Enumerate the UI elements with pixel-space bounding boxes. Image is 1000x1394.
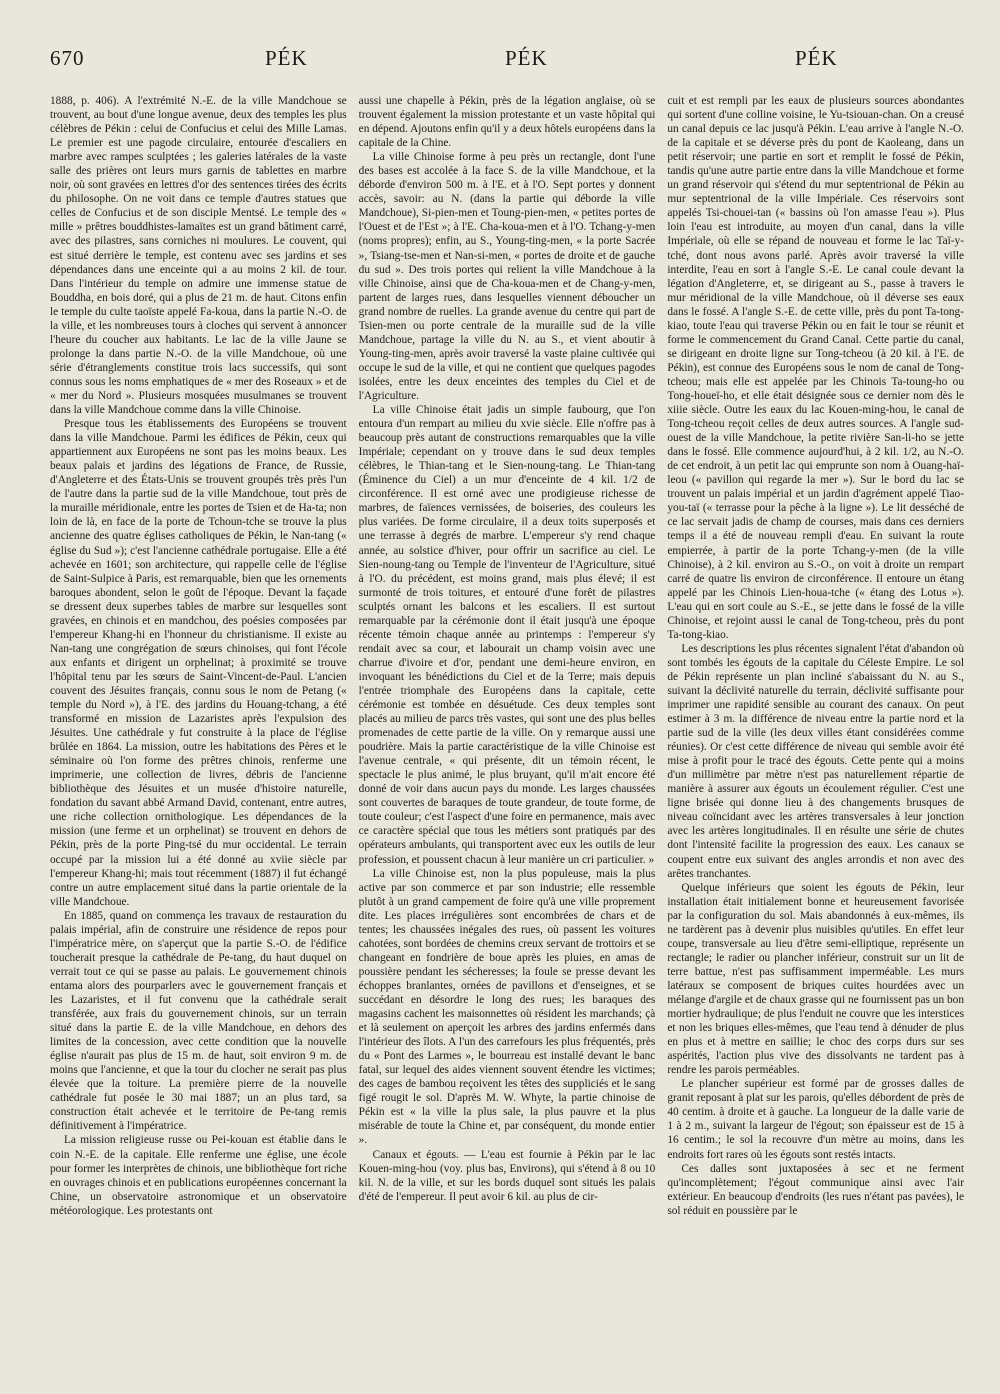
- paragraph: Le plancher supérieur est formé par de grosses dalles de granit reposant à plat sur les parois, qu'elles débordent de près de 40 centim. à droite et à gauche. La longueur de la dalle varie de 1 à 2 m., suivant la largeur de l'égout; son épaisseur est de 15 à 16 centim.; le sol la recouvre d'un mètre au moins, dans les endroits fort rares où les égouts sont restés intacts.: [667, 1078, 965, 1161]
- paragraph: La ville Chinoise était jadis un simple faubourg, que l'on entoura d'un rempart au milieu du xvie siècle. Elle n'offre pas à beaucoup près autant de constructions remarquables que la ville Impériale; cependant on y trouve dans le sud deux temples célèbres, le Thian-tang et le Sien-noung-tang. Le Thian-tang (Éminence du Ciel) a un mur d'enceinte de 4 kil. 1/2 de circonférence. Il est orné avec une prodigieuse richesse de marbres, de faïences vernissées, de boiseries, des couleurs les plus variées. De forme circulaire, il a deux toits superposés et une terrasse à degrés de marbre. L'empereur s'y rend chaque année, au solstice d'hiver, pour offrir un sacrifice au ciel. Le Sien-noung-tang ou Temple de l'inventeur de l'Agriculture, situé à l'O. du précédent, est moins grand, mais plus élevé; il est surmonté de trois toitures, et entouré d'une forêt de pilastres sculptés ornant les balcons et les escaliers. Il est surtout remarquable par la cérémonie dont il était jusqu'à une époque récente témoin chaque année au printemps : l'empereur s'y rendait avec sa cour, et labourait un champ voisin avec une charrue d'ivoire et d'or, pendant une demi-heure environ, en invoquant les bénédictions du Ciel et de la Terre; mais depuis l'entrée triomphale des Européens dans la capitale, cette cérémonie est tombée en désuétude. Ces deux temples sont placés au milieu de parcs très vastes, qui sont une des plus belles promenades de cette partie de la ville. On y remarque aussi une poudrière. Mais la partie caractéristique de la ville Chinoise est l'avenue centrale, « qui présente, dit un témoin récent, le spectacle le plus animé, le plus bruyant, qu'il m'ait encore été donné de voir dans aucun pays du monde. Les larges chaussées sont couvertes de baraques de toute grandeur, de toute forme, de toute couleur; c'est l'aspect d'une foire en permanence, mais avec ce caractère spécial que tous les métiers sont pratiqués par des opérateurs ambulants, qui transportent avec eux les outils de leur profession, et poussent chacun à leur manière un cri particulier. »: [358, 404, 656, 866]
- column-1: [50, 94, 347, 1394]
- paragraph: Presque tous les établissements des Européens se trouvent dans la ville Mandchoue. Parmi les édifices de Pékin, ceux qui appartiennent aux Européens ne sont pas les moins beaux. Les beaux palais et jardins des légations de France, de Russie, d'Angleterre et des États-Unis se trouvent groupés très près l'un de l'autre dans la partie sud de la ville Mandchoue, tout près de la muraille méridionale, entre les portes de Tsien et de Ha-ta; non loin de là, en face de la porte de Tchoun-tche se trouve la plus ancienne des quatre églises catholiques de Pékin, le Nan-tang (« église du Sud »); c'est l'ancienne cathédrale portugaise. Elle a été achevée en 1601; son architecture, qui rappelle celle de l'église de Saint-Sulpice à Paris, est remarquable, bien que les ornements baroques abondent, selon le goût de l'époque. Devant la façade se dressent deux superbes tables de marbre sur lesquelles sont gravées, en chinois et en mandchou, des poésies composées par l'empereur Khang-hi en l'honneur du christianisme. Il existe au Nan-tang une congrégation de sœurs chinoises, qui font l'école aux enfants et dirigent un orphelinat; à proximité se trouve l'hôpital tenu par les sœurs de Saint-Vincent-de-Paul. L'ancien couvent des Jésuites français, connu sous le nom de Petang (« temple du Nord »), à l'E. des jardins du Houang-tchang, a été transformé en mission de Lazaristes après l'expulsion des Jésuites. Une cathédrale y fut construite à la place de l'église brûlée en 1864. La mission, outre les habitations des Pères et le séminaire où l'on forme des prêtres chinois, renferme une imprimerie, une collection de livres, débris de l'ancienne bibliothèque des Jésuites et un musée d'histoire naturelle, fondation du savant abbé Armand David, contenant, entre autres, une riche collection ornithologique. Les dépendances de la mission (une ferme et un orphelinat) se trouvent en dehors de Pékin, près de la porte Ping-tsé du mur occidental. Le terrain occupé par la mission lui a été donné au xviie siècle par l'empereur Khang-hi; mais tout récemment (1887) il fut échangé contre un autre emplacement situé dans la partie orientale de la ville Mandchoue.: [50, 418, 347, 908]
- paragraph: La mission religieuse russe ou Pei-kouan est établie dans le coin N.-E. de la capitale. Elle renferme une église, une école pour former les interprètes de chinois, une bibliothèque fort riche en ouvrages chinois et en publications européennes concernant la Chine, un observatoire astronomique et un observatoire météorologique. Les protestants ont: [50, 1134, 347, 1217]
- paragraph: En 1885, quand on commença les travaux de restauration du palais impérial, afin de construire une résidence de repos pour l'impératrice mère, on s'aperçut que la partie S.-O. de l'édifice toucherait presque la cathédrale de Pe-tang, du haut duquel on verrait tout ce qui se passe au palais. Le gouvernement chinois entama alors des pourparlers avec le gouvernement français et les Lazaristes, et il fut convenu que la cathédrale serait transférée, aux frais du gouvernement chinois, sur un terrain situé dans la partie E. de la ville Mandchoue, en dehors des limites de la concession, avec cette condition que la nouvelle église n'aurait pas plus de 15 m. de haut, soit environ 9 m. de moins que l'ancienne, et que la tour du clocher ne serait pas plus élevée que la toiture. La première pierre de la nouvelle cathédrale fut posée le 30 mai 1887; un an plus tard, sa construction était achevée et le territoire de Pe-tang remis définitivement à l'impératrice.: [50, 909, 347, 1133]
- paragraph: Quelque inférieurs que soient les égouts de Pékin, leur installation était initialement bonne et heureusement favorisée par la configuration du sol. Mais abandonnés à eux-mêmes, ils ne tardèrent pas à devenir plus nuisibles qu'utiles. En effet leur coupe, transversale au lieu d'être semi-elliptique, représente un rectangle; le radier ou plancher inférieur, construit sur un lit de terre battue, n'est pas suffisamment imperméable. Les murs latéraux se composent de briques cuites hourdées avec un mélange d'argile et de chaux grasse qui ne fournissent pas un bon mortier hydraulique; de plus l'enduit ne couvre que les interstices et non les briques elles-mêmes, que l'eau tend à dénuder de plus en plus et à mettre en saillie; le choc des corps durs sur ses aspérités, l'action plus vive des dissolvants ne tardent pas à rendre les parois perméables.: [667, 881, 965, 1077]
- paragraph: Ces dalles sont juxtaposées à sec et ne ferment qu'incomplètement; l'égout communique ainsi avec l'air extérieur. En beaucoup d'endroits (les rues n'étant pas pavées), le sol réduit en poussière par le: [667, 1162, 965, 1217]
- paragraph: Les descriptions les plus récentes signalent l'état d'abandon où sont tombés les égouts de la capitale du Céleste Empire. Le sol de Pékin représente un plan incliné s'abaissant du N. au S., suivant la déclivité naturelle du terrain, déclivité suffisante pour imprimer une rapidité sensible au courant des canaux. On peut estimer à 3 m. la différence de niveau entre la partie nord et la partie sud de la ville (les deux villes étant considérées comme réunies). Or c'est cette différence de niveau qui semble avoir été mise à profit pour le tracé des égouts. Cette pente qui a moins d'un millimètre par mètre n'est pas naturellement répartie de manière à assurer aux égouts un écoulement régulier. C'est une ligne brisée qui donne lieu à des changements brusques de niveau coïncidant avec les artères transversales à leur jonction avec les artères longitudinales. Il en résulte une série de chutes dont l'intensité facilite la progression des eaux. Les canaux se coupent entre eux suivant des angles arrondis et non avec des arêtes tranchantes.: [667, 642, 965, 880]
- running-header: [50, 40, 964, 80]
- header-word-center: PÉK: [505, 46, 548, 70]
- header-word-left: PÉK: [265, 46, 308, 70]
- column-3: [667, 94, 964, 1394]
- paragraph: aussi une chapelle à Pékin, près de la légation anglaise, où se trouvent également la mission protestante et un vaste hôpital qui en dépend. Ajoutons enfin qu'il y a deux hôtels européens dans la capitale de la Chine.: [358, 95, 656, 150]
- header-word-right: PÉK: [795, 46, 838, 70]
- paragraph: cuit et est rempli par les eaux de plusieurs sources abondantes qui sortent d'une colline voisine, le Yu-tsiouan-chan. On a creusé un canal depuis ce lac jusqu'à Pékin. L'eau arrive à l'angle N.-O. de la capitale et se déverse près du pont de Kaoleang, dans un petit réservoir; une partie en sort et remplit le fossé de Pékin, tandis qu'une autre partie entre dans la ville Mandchoue et forme un grand réservoir qui s'étend du mur septentrional de Pékin au mur septentrional de la ville Impériale. Ces réservoirs sont appelés Tsi-chouei-tan (« bassins où l'on amasse l'eau »). Plus loin l'eau est introduite, au moyen d'un canal, dans la ville Impériale, où elle se répand de nouveau et forme le lac Taï-y-tché, dont nous avons parlé. Après avoir traversé la ville interdite, l'eau en sort à l'angle S.-E. Le canal coule devant la légation d'Angleterre, et, se dirigeant au S., passe à travers le mur méridional de la ville Mandchoue, où il déverse ses eaux dans le fossé. A l'angle S.-E. de cette ville, près du pont Ta-tong-kiao, toute l'eau qui traverse Pékin ou en fait le tour se réunit et forme le commencement du Grand Canal. Cette partie du canal, se dirigeant en droite ligne sur Tong-tcheou (à 20 kil. à l'E. de Pékin), est connue des Européens sous le nom de canal de Tong-tcheou; mais elle est appelée par les Chinois Ta-toung-ho ou Tong-houeï-ho, et elle était désignée sous ce dernier nom dès le xiiie siècle. Outre les eaux du lac Kouen-ming-hou, le canal de Tong-tcheou reçoit celles de deux autres sources. A l'angle sud-ouest de la ville Mandchoue, la petite rivière San-li-ho se jette dans le fossé. Elle commence aujourd'hui, à 2 kil. 1/2, au N.-O. de cet endroit, à un petit lac qui emprunte son nom à Ouang-haï-leou (« pavillon qui regarde la mer »). Sur le bord du lac se trouvent un palais impérial et un jardin d'agrément appelé Tiao-you-taï (« terrasse pour la pêche à la ligne »). Le lit desséché de ce lac servait jadis de champ de courses, mais dans ces derniers temps il a été de nouveau rempli d'eau. En suivant la route empierrée, à partir de la porte Tchang-y-men (de la ville Chinoise), à 2 kil. environ au S.-O., on voit à droite un rempart carré de quatre lis environ de circonférence. Il entoure un étang appelé par les Chinois Lien-houa-tche (« étang des Lotus »). L'eau qui en sort coule au S.-E., se jette dans le fossé de la ville Chinoise, et rejoint aussi le canal de Tong-tcheou, près du pont Ta-tong-kiao.: [667, 95, 965, 641]
- text-columns: [50, 94, 964, 1394]
- column-2: [359, 94, 656, 1394]
- paragraph: 1888, p. 406). A l'extrémité N.-E. de la ville Mandchoue se trouvent, au bout d'une longue avenue, deux des temples les plus célèbres de Pékin : celui de Confucius et celui des Mille Lamas. Le premier est une pagode circulaire, entourée d'escaliers en marbre avec rampes sculptées ; les galeries latérales de la vaste salle des prières ont leurs murs garnis de tablettes en marbre noir, où sont gravées en lettres d'or des sentences tirées des écrits du philosophe. On ne voit dans ce temple d'autres statues que celles de Confucius et de son disciple Mentsé. Le temple des « mille » prêtres bouddhistes-lamaïtes est un grand bâtiment carré, avec des pilastres, sans corniches ni moulures. Le couvent, qui est situé derrière le temple, est contenu avec ses jardins et ses dépendances dans une enceinte qui a au moins 2 kil. de tour. Dans l'intérieur du temple on admire une immense statue de Bouddha, en bois doré, qui a plus de 21 m. de haut. Citons enfin le temple du culte taoïste appelé Fa-koua, dans la partie N.-O. de la ville, et les nombreuses tours à cloches qui servent à annoncer l'heure du coucher aux habitants. Le lac de la ville Jaune se prolonge la dans partie N.-O. de la ville Mandchoue, où une série d'étranglements constitue trois lacs successifs, qui sont connus sous les noms emphatiques de « mer des Roseaux » et de « mer du Nord ». Plusieurs mosquées musulmanes se trouvent dans la ville Mandchoue comme dans la ville Chinoise.: [50, 95, 347, 417]
- paragraph: La ville Chinoise est, non la plus populeuse, mais la plus active par son commerce et par son industrie; elle ressemble plutôt à un grand campement de foire qu'à une ville proprement dite. Les places irrégulières sont encombrées de chars et de tentes; les chaussées inégales des rues, où passent les voitures cahotées, sont bordées de chemins creux servant de trottoirs et se changeant en fondrière de boue après les pluies, en amas de poussière pendant les sécheresses; la foule se presse devant les échoppes branlantes, ornées de pavillons et d'enseignes, et se succédant en désordre le long des rues; les baraques des magasins cachent les maisonnettes où résident les marchands; çà et là seulement on aperçoit les arbres des jardins enfermés dans l'intérieur des îlots. A l'un des carrefours les plus fréquentés, près du « Pont des Larmes », le bourreau est installé devant le banc fatal, sur lequel des aides viennent souvent étendre les victimes; des cages de bambou reçoivent les têtes des suppliciés et le sang figé rougit le sol. D'après M. W. Whyte, la partie chinoise de Pékin est « la ville la plus sale, la plus pauvre et la plus misérable de toute la Chine et, par conséquent, du monde entier ».: [358, 867, 656, 1147]
- paragraph: Canaux et égouts. — L'eau est fournie à Pékin par le lac Kouen-ming-hou (voy. plus bas, Environs), qui s'étend à 8 ou 10 kil. N. de la ville, et sur les bords duquel sont situés les palais d'été de l'empereur. Il peut avoir 6 kil. au plus de cir-: [358, 1148, 656, 1203]
- paragraph: La ville Chinoise forme à peu près un rectangle, dont l'une des bases est accolée à la face S. de la ville Mandchoue, et la déborde d'environ 500 m. à l'E. et à l'O. Sept portes y donnent accès, savoir: au N. (dans la partie qui déborde la ville Mandchoue), Si-pien-men et Toung-pien-men, « petites portes de l'Ouest et de l'Est »; à l'E. Cha-koua-men et à l'O. Tchang-y-men (noms propres); enfin, au S., Young-ting-men, « la porte Sacrée », Tsiang-tse-men et Nan-si-men, « portes de droite et de gauche du sud ». Des trois portes qui relient la ville Mandchoue à la ville Chinoise, ainsi que de Cha-koua-men et de Chang-y-men, partent de larges rues, dans lesquelles viennent déboucher un grand nombre de ruelles. La grande avenue du centre qui part de Tsien-men ou porte centrale de la muraille sud de la ville Mandchoue, partage la ville du N. au S., et vient aboutir à Young-ting-men, après avoir traversé la vaste plaine cultivée qui occupe le sud de la ville, et qui ne contient que quelques pagodes isolées, entre les deux enceintes des temples du Ciel et de l'Agriculture.: [358, 151, 656, 402]
- page-number: 670: [50, 46, 85, 70]
